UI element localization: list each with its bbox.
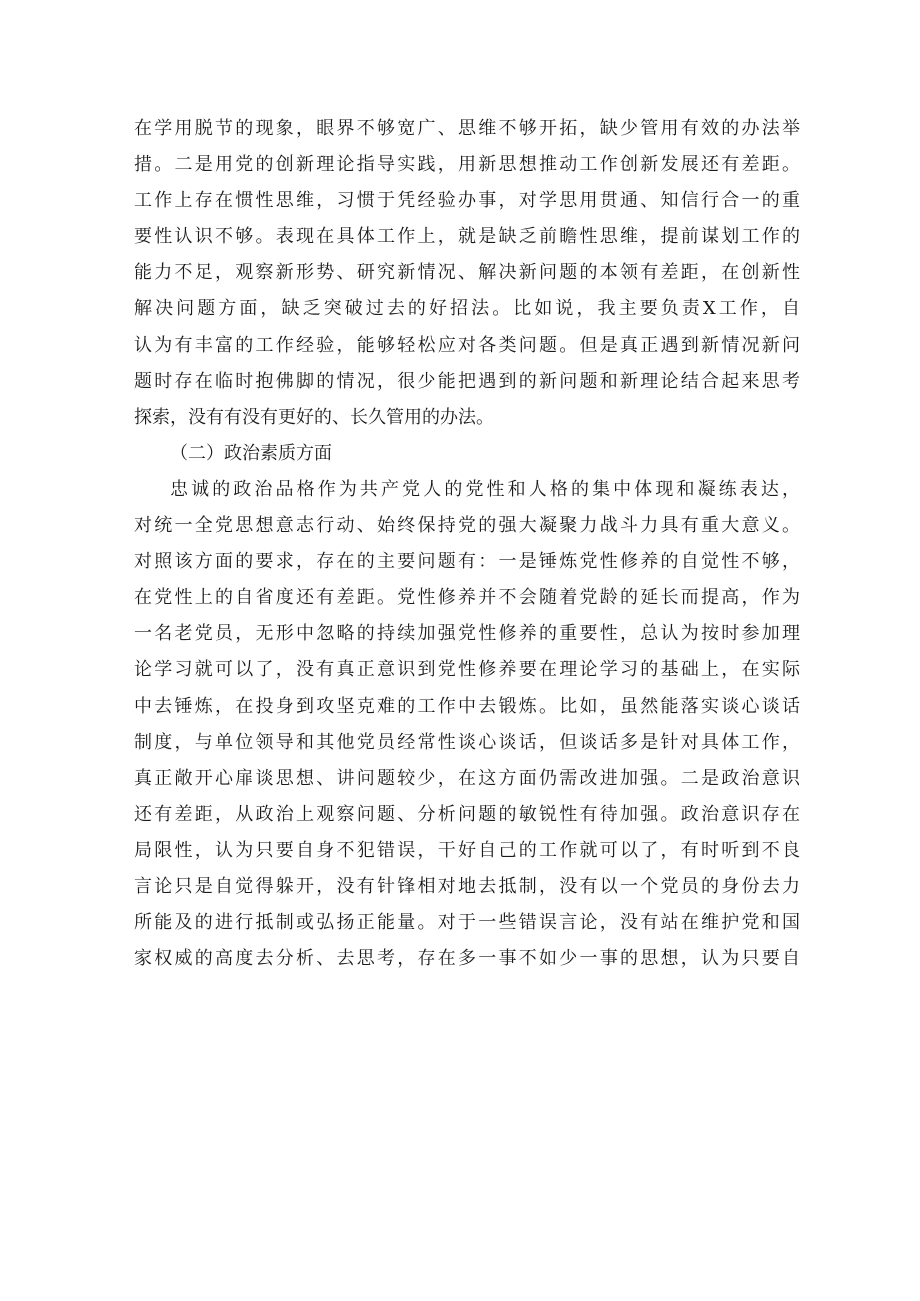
text-line: 认为有丰富的工作经验，能够轻松应对各类问题。但是真正遇到新情况新问 <box>134 334 800 356</box>
text-line: 解决问题方面，缺乏突破过去的好招法。比如说，我主要负责X工作，自 <box>134 298 800 320</box>
text-line: 言论只是自觉得躲开，没有针锋相对地去抵制，没有以一个党员的身份去力 <box>134 875 800 897</box>
text-line: 在党性上的自省度还有差距。党性修养并不会随着党龄的延长而提高，作为 <box>134 587 800 609</box>
text-line: 探索，没有有没有更好的、长久管用的办法。 <box>134 406 494 428</box>
text-line: 对统一全党思想意志行动、始终保持党的强大凝聚力战斗力具有重大意义。 <box>134 515 800 537</box>
text-line: 忠诚的政治品格作为共产党人的党性和人格的集中体现和凝练表达， <box>170 478 800 500</box>
text-line: 能力不足，观察新形势、研究新情况、解决新问题的本领有差距，在创新性 <box>134 262 800 284</box>
text-line: 工作上存在惯性思维，习惯于凭经验办事，对学思用贯通、知信行合一的重 <box>134 190 800 212</box>
text-line: 在学用脱节的现象，眼界不够宽广、思维不够开拓，缺少管用有效的办法举 <box>134 118 800 139</box>
text-line: 要性认识不够。表现在具体工作上，就是缺乏前瞻性思维，提前谋划工作的 <box>134 226 800 248</box>
paragraph-political-quality <box>134 472 800 977</box>
paragraph-continued <box>134 111 800 436</box>
text-line: 家权威的高度去分析、去思考，存在多一事不如少一事的思想，认为只要自 <box>134 948 800 970</box>
text-line: 一名老党员，无形中忽略的持续加强党性修养的重要性，总认为按时参加理 <box>134 623 800 645</box>
text-line: 还有差距，从政治上观察问题、分析问题的敏锐性有待加强。政治意识存在 <box>134 803 800 825</box>
text-line: 所能及的进行抵制或弘扬正能量。对于一些错误言论，没有站在维护党和国 <box>134 912 800 934</box>
document-body <box>134 111 800 977</box>
text-line: 题时存在临时抱佛脚的情况，很少能把遇到的新问题和新理论结合起来思考 <box>134 370 800 392</box>
text-line: 论学习就可以了，没有真正意识到党性修养要在理论学习的基础上，在实际 <box>134 659 800 681</box>
text-line: 制度，与单位领导和其他党员经常性谈心谈话，但谈话多是针对具体工作， <box>134 731 800 753</box>
text-line: 对照该方面的要求，存在的主要问题有：一是锤炼党性修养的自觉性不够， <box>134 551 800 573</box>
text-line: 真正敞开心扉谈思想、讲问题较少，在这方面仍需改进加强。二是政治意识 <box>134 767 800 789</box>
text-line: 措。二是用党的创新理论指导实践，用新思想推动工作创新发展还有差距。 <box>134 154 800 176</box>
section-heading <box>134 436 800 472</box>
section-heading-text: （二）政治素质方面 <box>170 442 332 464</box>
text-line: 中去锤炼，在投身到攻坚克难的工作中去锻炼。比如，虽然能落实谈心谈话 <box>134 695 800 717</box>
text-line: 局限性，认为只要自身不犯错误，干好自己的工作就可以了，有时听到不良 <box>134 839 800 861</box>
